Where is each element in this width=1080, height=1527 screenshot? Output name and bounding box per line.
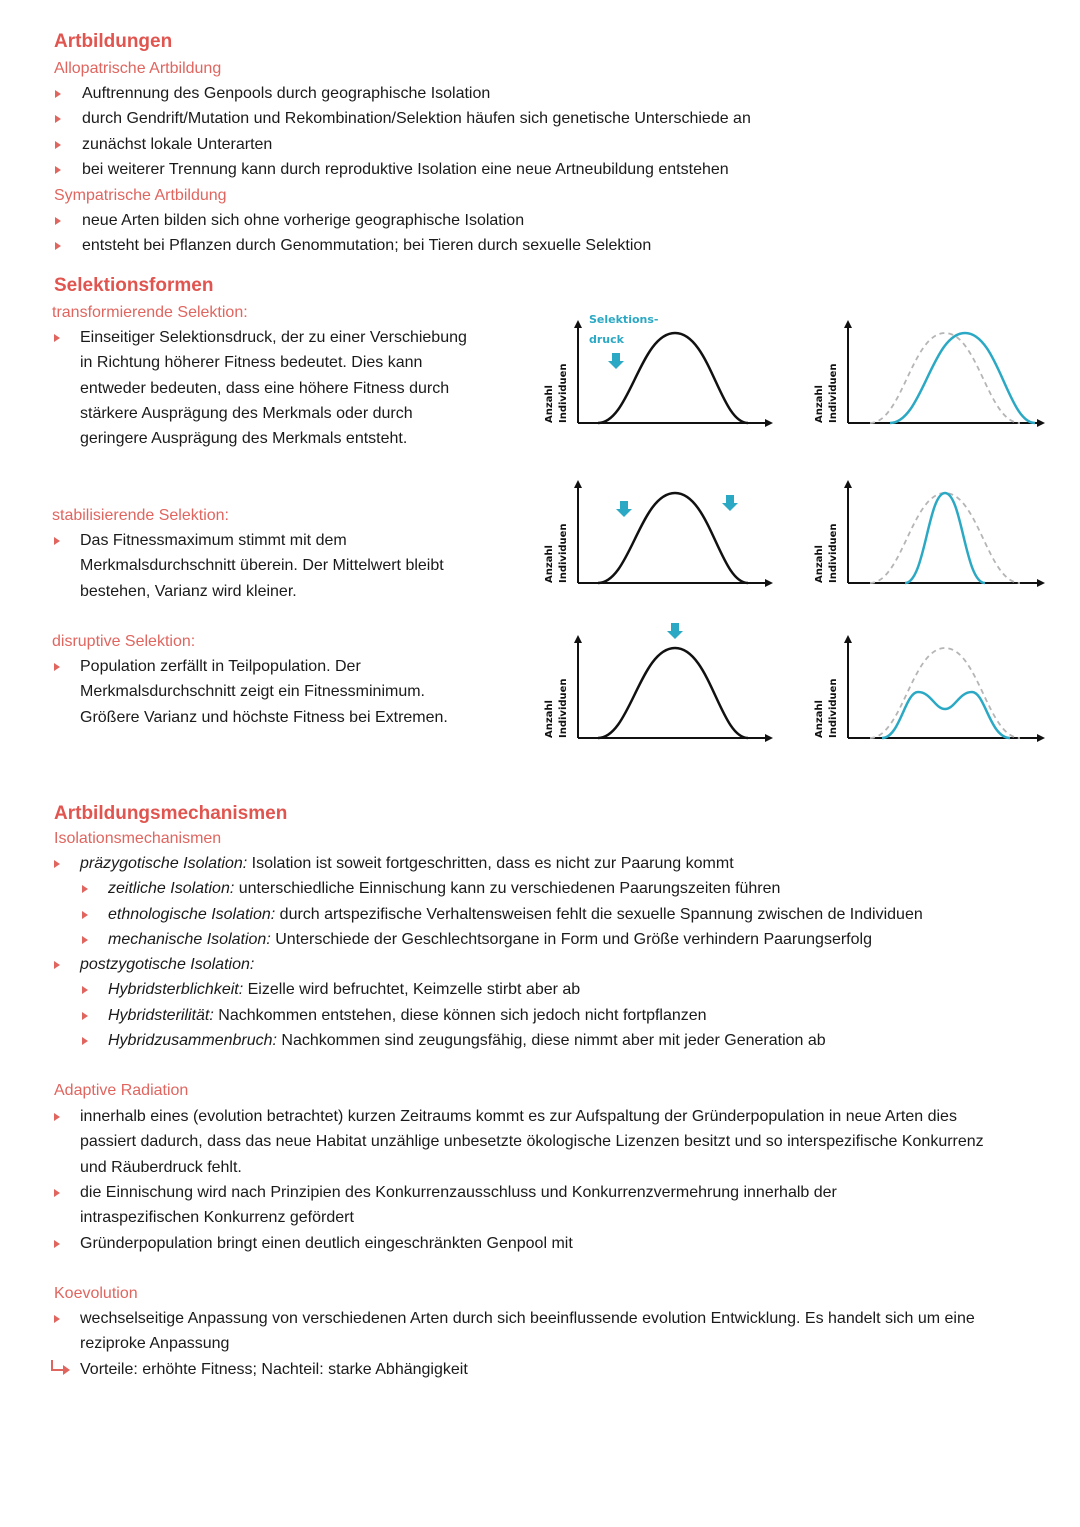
bullet-icon (82, 1012, 88, 1020)
return-arrow-icon (49, 1358, 73, 1376)
paragraph-adaptive-3: Gründerpopulation bringt einen deutlich eingeschränkten Genpool mit (80, 1235, 573, 1252)
text: Nachkommen entstehen, diese können sich jedoch nicht fortpflanzen (213, 1007, 707, 1024)
bullet-icon (54, 537, 60, 545)
selection-diagram (530, 305, 1060, 765)
paragraph-koevolution-1: wechselseitige Anpassung von verschiedenen Arten durch sich beeinflussende evolution Entwicklung. Es handelt sich um eine reziproke Anpassung (80, 1310, 975, 1353)
bullet-icon (54, 334, 60, 342)
diagram-disruptiv-before (544, 623, 770, 738)
axis-label: Anzahl (544, 385, 555, 423)
term: mechanische Isolation: (108, 931, 271, 948)
bullet-icon (82, 986, 88, 994)
axis-label: Anzahl (814, 700, 825, 738)
list-item-postzygotisch (80, 952, 254, 977)
section-title-artbildungen: Artbildungen (54, 31, 173, 52)
pressure-arrow-icon (616, 501, 632, 517)
list-item-sub (108, 1003, 707, 1028)
list-item: zunächst lokale Unterarten (82, 136, 273, 153)
diagram-disruptiv-after (814, 638, 1042, 738)
axis-label: Individuen (828, 523, 839, 583)
pressure-arrow-icon (722, 495, 738, 511)
bullet-icon (55, 141, 61, 149)
heading-isolationsmechanismen: Isolationsmechanismen (54, 830, 222, 847)
heading-disruptiv: disruptive Selektion: (52, 633, 196, 650)
list-item: bei weiterer Trennung kann durch reproduktive Isolation eine neue Artneubildung entstehen (82, 161, 729, 178)
bullet-icon (82, 1037, 88, 1045)
axis-label: Individuen (558, 523, 569, 583)
list-item-sub (108, 1028, 826, 1053)
bullet-icon (54, 1240, 60, 1248)
bullet-icon (54, 1113, 60, 1121)
bullet-icon (82, 936, 88, 944)
heading-allopatrisch: Allopatrische Artbildung (54, 60, 222, 77)
bullet-icon (55, 115, 61, 123)
axis-label: Individuen (828, 678, 839, 738)
list-item-sub (108, 977, 580, 1002)
axis-label: Anzahl (544, 700, 555, 738)
bullet-icon (54, 663, 60, 671)
axis-label: Anzahl (544, 545, 555, 583)
diagram-stabilisierend-after (814, 483, 1042, 583)
heading-stabilisierend: stabilisierende Selektion: (52, 507, 229, 524)
bullet-icon (55, 90, 61, 98)
axis-label: Anzahl (814, 545, 825, 583)
bullet-icon (55, 166, 61, 174)
term: ethnologische Isolation: (108, 906, 276, 923)
bullet-icon (54, 860, 60, 868)
list-item-praezygotisch (80, 851, 734, 876)
bullet-icon (55, 217, 61, 225)
term: zeitliche Isolation: (108, 880, 235, 897)
diagram-transformierend-before (544, 313, 770, 423)
pressure-arrow-icon (608, 353, 624, 369)
axis-label: Anzahl (814, 385, 825, 423)
term: Hybridsterilität: (108, 1007, 214, 1024)
pressure-arrow-icon (667, 623, 683, 639)
heading-koevolution: Koevolution (54, 1285, 138, 1302)
paragraph-disruptiv: Population zerfällt in Teilpopulation. Der Merkmalsdurchschnitt zeigt ein Fitnessminimum. Größere Varianz und höchste Fitness bei Extremen. (80, 658, 448, 726)
paragraph-adaptive-2: die Einnischung wird nach Prinzipien des Konkurrenzausschluss und Konkurrenzvermehrung innerhalb der intraspezifischen Konkurrenz gefördert (80, 1184, 837, 1227)
list-item: durch Gendrift/Mutation und Rekombination/Selektion häufen sich genetische Unterschiede an (82, 110, 751, 127)
text: unterschiedliche Einnischung kann zu verschiedenen Paarungszeiten führen (234, 880, 781, 897)
heading-transformierend: transformierende Selektion: (52, 304, 248, 321)
axis-label: Individuen (558, 678, 569, 738)
term: Hybridzusammenbruch: (108, 1032, 277, 1049)
text: Eizelle wird befruchtet, Keimzelle stirbt aber ab (243, 981, 581, 998)
list-item-sub (108, 927, 872, 952)
text: Nachkommen sind zeugungsfähig, diese nimmt aber mit jeder Generation ab (276, 1032, 826, 1049)
bullet-icon (82, 885, 88, 893)
pressure-label: Selektions- (589, 313, 659, 326)
bullet-icon (54, 1189, 60, 1197)
paragraph-transformierend: Einseitiger Selektionsdruck, der zu einer Verschiebung in Richtung höherer Fitness bedeutet. Dies kann entweder bedeuten, dass eine höhere Fitness durch stärkere Ausprägung des Merkmals oder durch geringere Ausprägung des Merkmals entsteht. (80, 329, 467, 448)
text: Isolation ist soweit fortgeschritten, dass es nicht zur Paarung kommt (247, 855, 734, 872)
axis-label: Individuen (558, 363, 569, 423)
diagram-stabilisierend-before (544, 483, 770, 583)
heading-adaptive-radiation: Adaptive Radiation (54, 1082, 189, 1099)
bullet-icon (55, 242, 61, 250)
heading-sympatrisch: Sympatrische Artbildung (54, 187, 227, 204)
text: Unterschiede der Geschlechtsorgane in Form und Größe verhindern Paarungserfolg (270, 931, 872, 948)
section-title-selektionsformen: Selektionsformen (54, 275, 214, 296)
pressure-label: druck (589, 333, 624, 346)
list-item: entsteht bei Pflanzen durch Genommutation; bei Tieren durch sexuelle Selektion (82, 237, 652, 254)
list-item: neue Arten bilden sich ohne vorherige geographische Isolation (82, 212, 525, 229)
bullet-icon (54, 961, 60, 969)
diagram-transformierend-after (814, 323, 1042, 423)
list-item-sub (108, 902, 923, 927)
bullet-icon (54, 1315, 60, 1323)
axis-label: Individuen (828, 363, 839, 423)
paragraph-stabilisierend: Das Fitnessmaximum stimmt mit dem Merkmalsdurchschnitt überein. Der Mittelwert bleibt bestehen, Varianz wird kleiner. (80, 532, 444, 600)
list-item-sub (108, 876, 780, 901)
paragraph-adaptive-1: innerhalb eines (evolution betrachtet) kurzen Zeitraums kommt es zur Aufspaltung der Gründerpopulation in neue Arten dies passiert dadurch, dass das neue Habitat unzählige unbesetzte ökologische Lizenzen besitzt und so interspezifische Konkurrenz und Räuberdruck fehlt. (80, 1108, 984, 1176)
term: Hybridsterblichkeit: (108, 981, 244, 998)
term: präzygotische Isolation: (80, 855, 248, 872)
paragraph-koevolution-2: Vorteile: erhöhte Fitness; Nachteil: starke Abhängigkeit (80, 1361, 468, 1378)
list-item: Auftrennung des Genpools durch geographische Isolation (82, 85, 491, 102)
term: postzygotische Isolation: (80, 956, 255, 973)
section-title-artbildungsmechanismen: Artbildungsmechanismen (54, 803, 288, 824)
text: durch artspezifische Verhaltensweisen fehlt die sexuelle Spannung zwischen de Individuen (275, 906, 923, 923)
bullet-icon (82, 911, 88, 919)
